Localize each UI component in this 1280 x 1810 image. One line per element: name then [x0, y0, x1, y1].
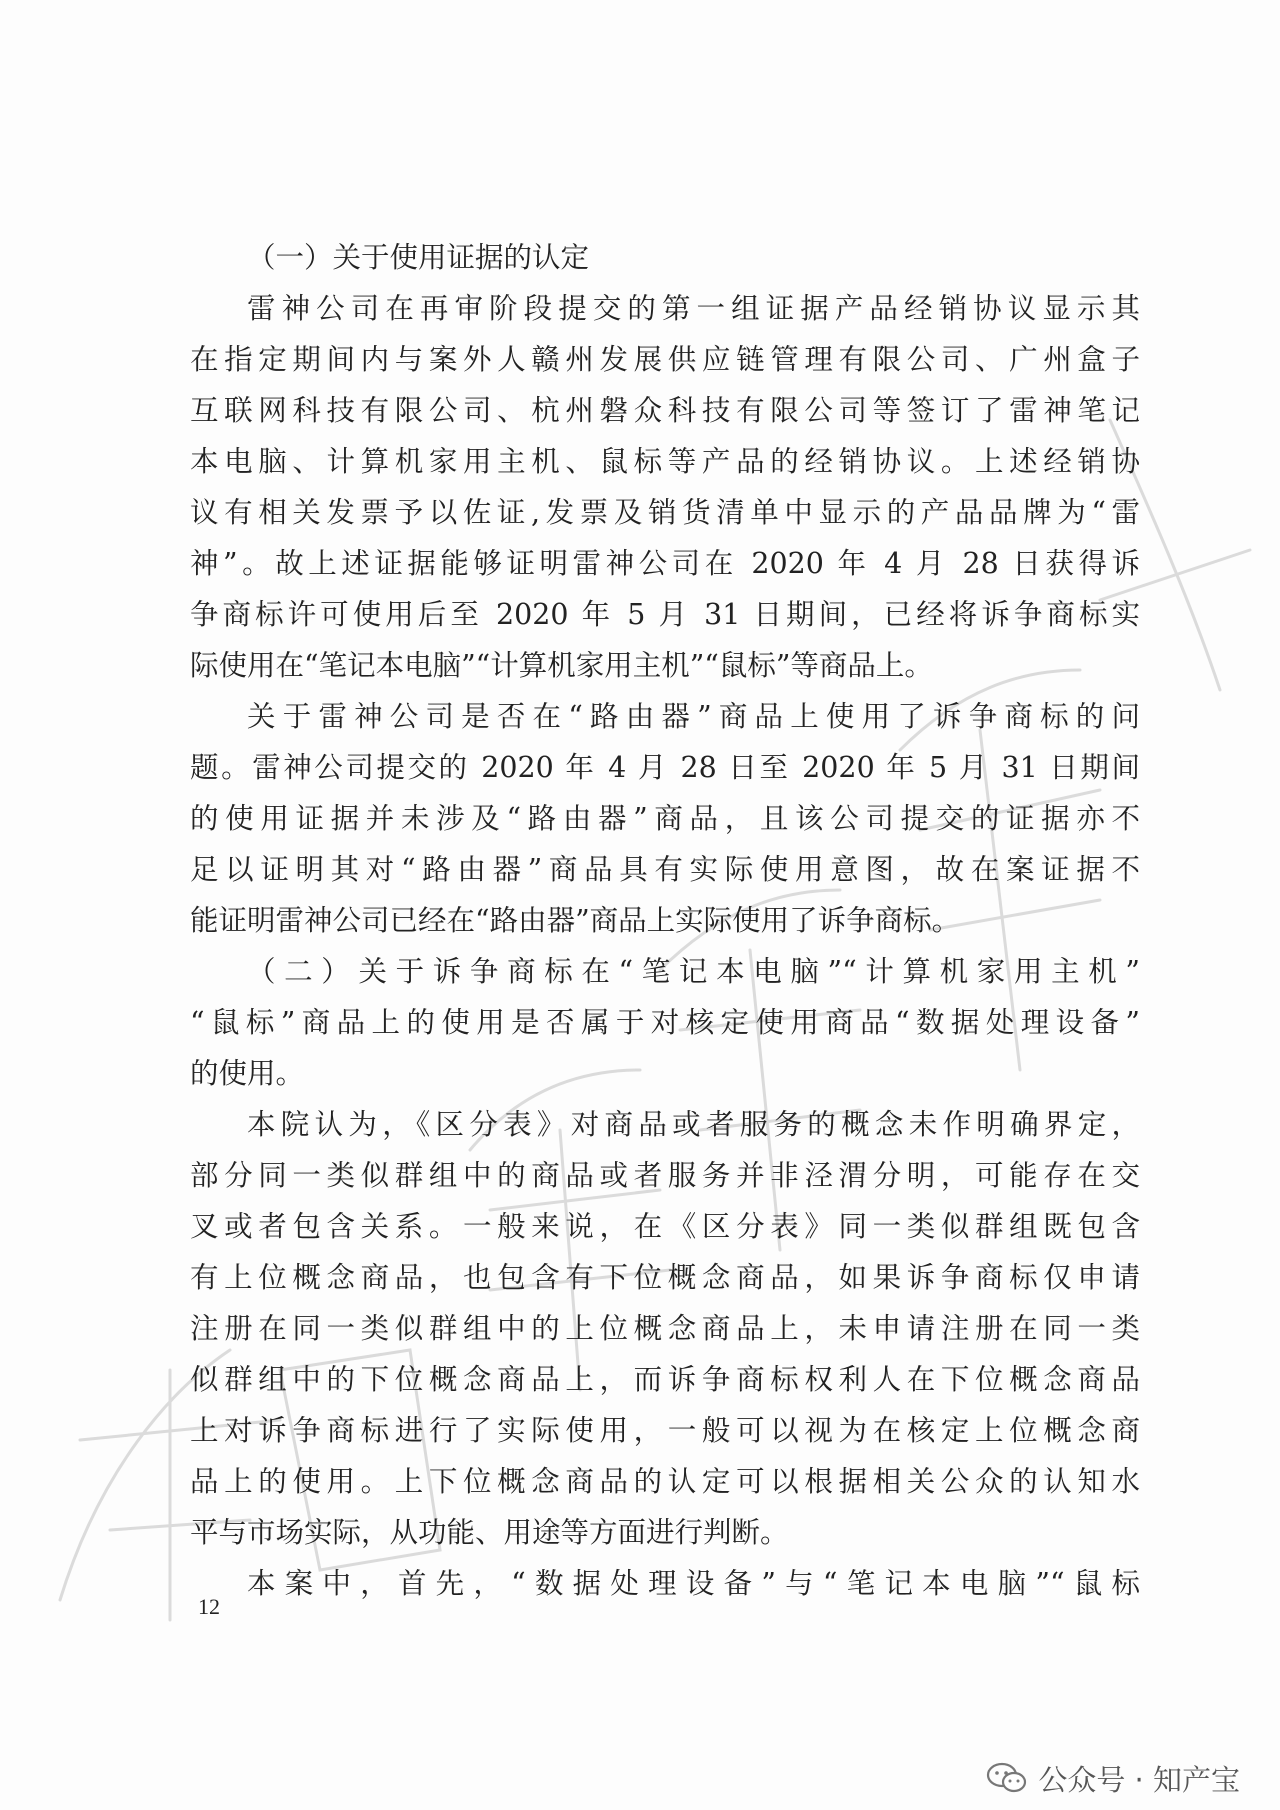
document-line: “鼠标”商品上的使用是否属于对核定使用商品“数据处理设备” — [190, 1006, 1140, 1039]
document-line: 注册在同一类似群组中的上位概念商品上，未申请注册在同一类 — [190, 1312, 1140, 1345]
document-line: （一）关于使用证据的认定 — [247, 241, 590, 274]
page-number: 12 — [198, 1594, 220, 1619]
document-line: 神”。故上述证据能够证明雷神公司在 2020 年 4 月 28 日获得诉 — [190, 547, 1140, 580]
document-line: 的使用。 — [190, 1057, 305, 1090]
document-line: 似群组中的下位概念商品上，而诉争商标权利人在下位概念商品 — [190, 1363, 1140, 1396]
document-line: 争商标许可使用后至 2020 年 5 月 31 日期间，已经将诉争商标实 — [190, 598, 1140, 631]
document-line: 在指定期间内与案外人赣州发展供应链管理有限公司、广州盒子 — [190, 343, 1140, 376]
document-line: 上对诉争商标进行了实际使用，一般可以视为在核定上位概念商 — [190, 1414, 1140, 1447]
document-line: 平与市场实际，从功能、用途等方面进行判断。 — [190, 1516, 789, 1549]
document-line: （二）关于诉争商标在“笔记本电脑”“计算机家用主机” — [247, 955, 1140, 988]
document-line: 本电脑、计算机家用主机、鼠标等产品的经销协议。上述经销协 — [190, 445, 1140, 478]
wechat-icon — [986, 1761, 1028, 1795]
document-line: 议有相关发票予以佐证,发票及销货清单中显示的产品品牌为“雷 — [190, 496, 1140, 529]
document-line: 品上的使用。上下位概念商品的认定可以根据相关公众的认知水 — [190, 1465, 1140, 1498]
document-line: 能证明雷神公司已经在“路由器”商品上实际使用了诉争商标。 — [190, 904, 961, 937]
document-line: 有上位概念商品，也包含有下位概念商品，如果诉争商标仅申请 — [190, 1261, 1140, 1294]
document-body — [190, 232, 1140, 1609]
document-line: 互联网科技有限公司、杭州磐众科技有限公司等签订了雷神笔记 — [190, 394, 1140, 427]
document-line: 关于雷神公司是否在“路由器”商品上使用了诉争商标的问 — [247, 700, 1140, 733]
footer-account — [986, 1758, 1240, 1798]
footer-account-label: 公众号 · 知产宝 — [1038, 1762, 1240, 1797]
document-line: 雷神公司在再审阶段提交的第一组证据产品经销协议显示其 — [247, 292, 1140, 325]
document-line: 足以证明其对“路由器”商品具有实际使用意图，故在案证据不 — [190, 853, 1140, 886]
document-line: 的使用证据并未涉及“路由器”商品，且该公司提交的证据亦不 — [190, 802, 1140, 835]
document-line: 部分同一类似群组中的商品或者服务并非泾渭分明，可能存在交 — [190, 1159, 1140, 1192]
document-line: 本案中，首先，“数据处理设备”与“笔记本电脑”“鼠标 — [247, 1567, 1140, 1600]
document-line: 题。雷神公司提交的 2020 年 4 月 28 日至 2020 年 5 月 31 日期间 — [190, 751, 1140, 784]
document-line: 叉或者包含关系。一般来说，在《区分表》同一类似群组既包含 — [190, 1210, 1140, 1243]
document-line: 本院认为，《区分表》对商品或者服务的概念未作明确界定， — [247, 1108, 1140, 1141]
document-line: 际使用在“笔记本电脑”“计算机家用主机”“鼠标”等商品上。 — [190, 649, 933, 682]
